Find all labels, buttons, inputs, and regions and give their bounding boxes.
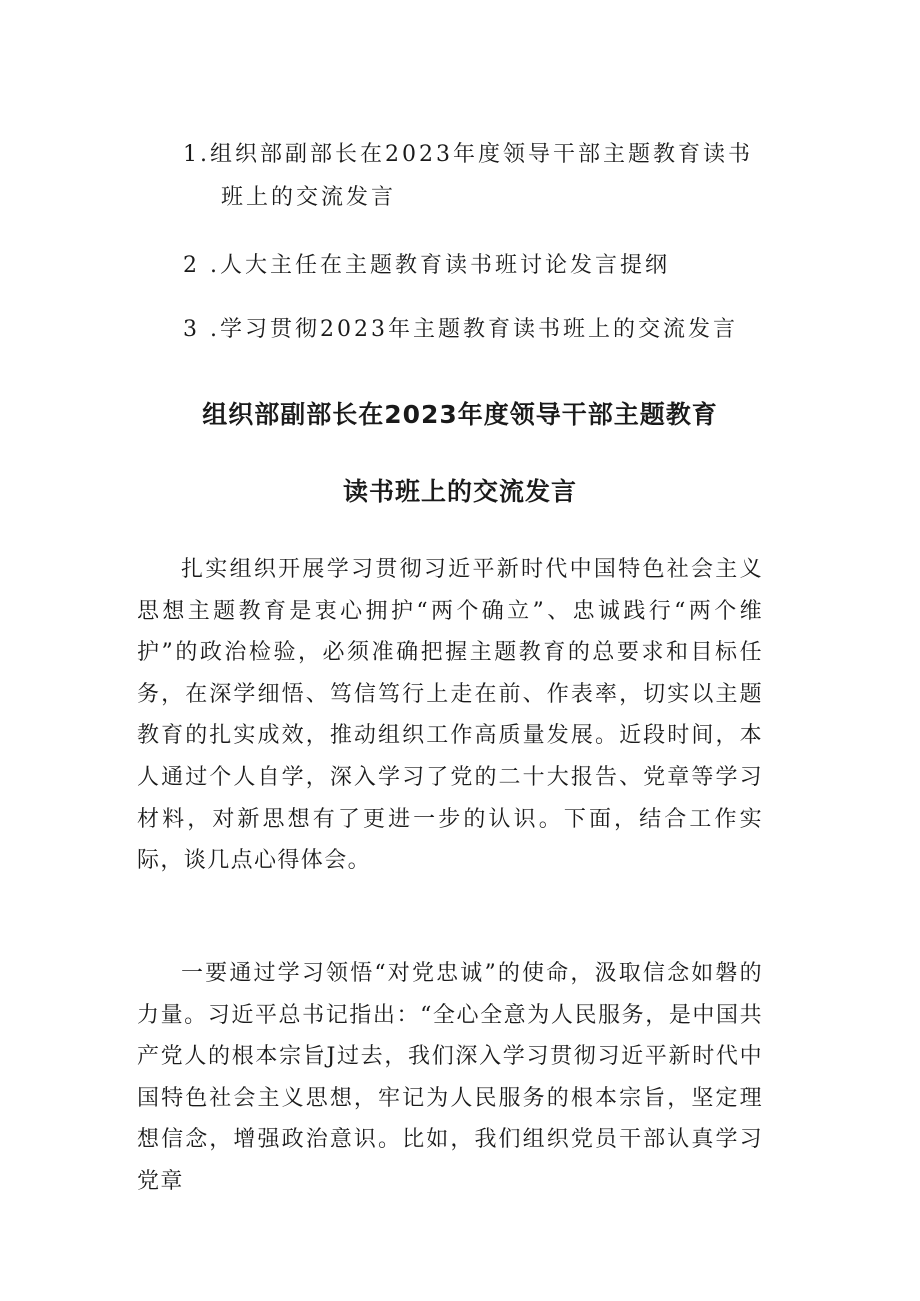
article-title-line-2: 读书班上的交流发言 [342, 477, 577, 506]
body-paragraph-1: 扎实组织开展学习贯彻习近平新时代中国特色社会主义思想主题教育是衷心拥护“两个确立”、忠诚践行“两个维护”的政治检验，必须准确把握主题教育的总要求和目标任务，在深学细悟、笃信笃行上走在前、作表率，切实以主题教育的扎实成效，推动组织工作高质量发展。近段时间，本人通过个人自学，深入学习了党的二十大报告、党章等学习材料，对新思想有了更进一步的认识。下面，结合工作实际，谈几点心得体会。 [137, 557, 763, 874]
toc-item-2: 2 .人大主任在主题教育读书班讨论发言提纲 [183, 253, 670, 278]
body-paragraph-2: 一要通过学习领悟“对党忠诚”的使命，汲取信念如磐的力量。习近平总书记指出：“全心全意为人民服务，是中国共产党人的根本宗旨J过去，我们深入学习贯彻习近平新时代中国特色社会主义思想，牢记为人民服务的根本宗旨，坚定理想信念，增强政治意识。比如，我们组织党员干部认真学习党章 [137, 961, 763, 1194]
article-title-line-1: 组织部副部长在2023年度领导干部主题教育 [202, 400, 718, 429]
toc-item-1: 1.组织部副部长在2023年度领导干部主题教育读书 [183, 142, 753, 167]
toc-item-1-continuation: 班上的交流发言 [221, 185, 397, 210]
toc-item-3: 3 .学习贯彻2023年主题教育读书班上的交流发言 [183, 317, 738, 342]
